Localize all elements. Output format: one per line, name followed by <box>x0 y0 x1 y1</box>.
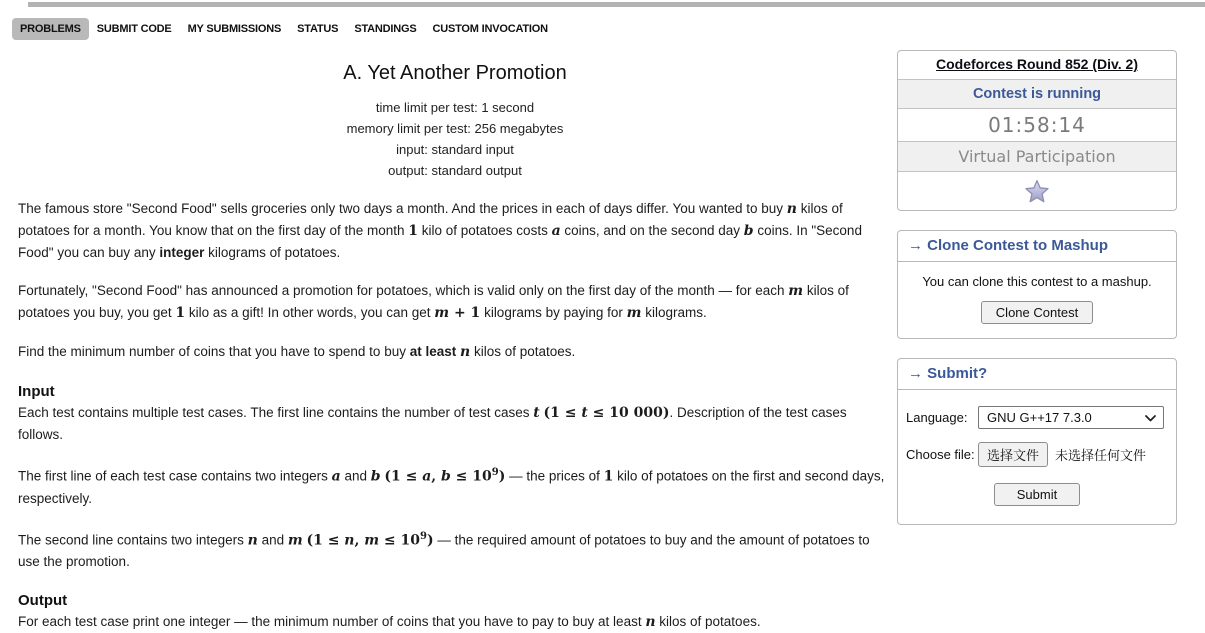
tab-standings[interactable]: STANDINGS <box>354 23 417 35</box>
choose-file-row <box>906 442 1168 467</box>
problem-statement <box>0 44 892 633</box>
choose-file-button[interactable]: 选择文件 <box>978 442 1048 467</box>
contest-name-link[interactable]: Codeforces Round 852 (Div. 2) <box>935 56 1138 72</box>
language-selected-value: GNU G++17 7.3.0 <box>987 410 1092 425</box>
input-section-heading: Input <box>18 383 55 400</box>
chevron-down-icon <box>1145 415 1156 422</box>
submit-box-caption[interactable]: → Submit? <box>898 359 1176 390</box>
tab-problems[interactable]: PROBLEMS <box>12 18 89 40</box>
output-section-heading: Output <box>18 592 68 609</box>
contest-mode: Virtual Participation <box>898 142 1176 172</box>
memory-limit: memory limit per test: 256 megabytes <box>346 121 564 136</box>
main-layout <box>0 44 1205 633</box>
submit-box-body <box>898 390 1176 524</box>
statement-paragraph: Fortunately, "Second Food" has announced a promotion for potatoes, which is valid only on the first day of the month — for each m kilos of potatoes you buy, you get 1 kilo as a gift! In other words, you can get m + 1 kilograms by paying for m kilograms. <box>18 283 849 321</box>
file-input <box>978 442 1146 467</box>
clone-box-caption[interactable]: → Clone Contest to Mashup <box>898 231 1176 262</box>
language-label: Language: <box>906 409 968 425</box>
output-spec: output: standard output <box>388 163 522 178</box>
time-limit: time limit per test: 1 second <box>375 100 535 115</box>
submit-box <box>897 358 1177 525</box>
choose-file-label: Choose file: <box>906 446 975 462</box>
contest-timer: 01:58:14 <box>898 109 1176 142</box>
input-paragraph: Each test contains multiple test cases. The first line contains the number of test cases t (1 ≤ t ≤ 10 000). Description of the test cases follows. <box>18 405 847 442</box>
output-paragraph: For each test case print one integer — the minimum number of coins that you have to pay to buy at least n kilos of potatoes. <box>18 614 761 630</box>
top-divider <box>28 2 1205 7</box>
input-paragraph: The first line of each test case contains two integers a and b (1 ≤ a, $b \le 10^9$) — the prices of 1 kilo of potatoes on the first and second days, respectively. <box>18 467 885 506</box>
problem-title: A. Yet Another Promotion <box>343 62 567 84</box>
submit-row <box>906 483 1168 506</box>
clone-contest-button[interactable]: Clone Contest <box>981 301 1093 324</box>
tab-custom-invocation[interactable]: CUSTOM INVOCATION <box>432 23 548 35</box>
input-paragraph: The second line contains two integers n and m (1 ≤ n, $m \le 10^9$) — the required amount of potatoes to buy and the amount of potatoes to use the promotion. <box>18 530 870 569</box>
contest-tabbar <box>12 18 1205 40</box>
problem-header <box>18 62 892 181</box>
statement-paragraph: The famous store "Second Food" sells groceries only two days a month. And the prices in each of days differ. You wanted to buy n kilos of potatoes for a month. You know that on the first day of the month 1 kilo of potatoes costs a coins, and on the second day b coins. In "Second Food" you can buy any integer kilograms of potatoes. <box>18 201 862 260</box>
language-row <box>906 406 1168 429</box>
submit-button[interactable]: Submit <box>994 483 1080 506</box>
contest-status: Contest is running <box>898 80 1176 109</box>
statement-paragraph: Find the minimum number of coins that you have to spend to buy at least n kilos of potatoes. <box>18 344 576 360</box>
language-select[interactable] <box>978 406 1164 429</box>
input-spec: input: standard input <box>396 142 514 157</box>
contest-name-row <box>898 51 1176 80</box>
tab-my-submissions[interactable]: MY SUBMISSIONS <box>187 23 282 35</box>
contest-info-box <box>897 50 1177 211</box>
sidebar <box>897 44 1177 633</box>
clone-box-body <box>898 262 1176 338</box>
tab-status[interactable]: STATUS <box>297 23 339 35</box>
clone-box-text: You can clone this contest to a mashup. <box>922 274 1152 289</box>
contest-star-row <box>898 172 1176 210</box>
file-status-text: 未选择任何文件 <box>1055 448 1147 463</box>
clone-contest-box <box>897 230 1177 339</box>
star-icon[interactable] <box>1024 179 1050 204</box>
tab-submit-code[interactable]: SUBMIT CODE <box>96 23 172 35</box>
